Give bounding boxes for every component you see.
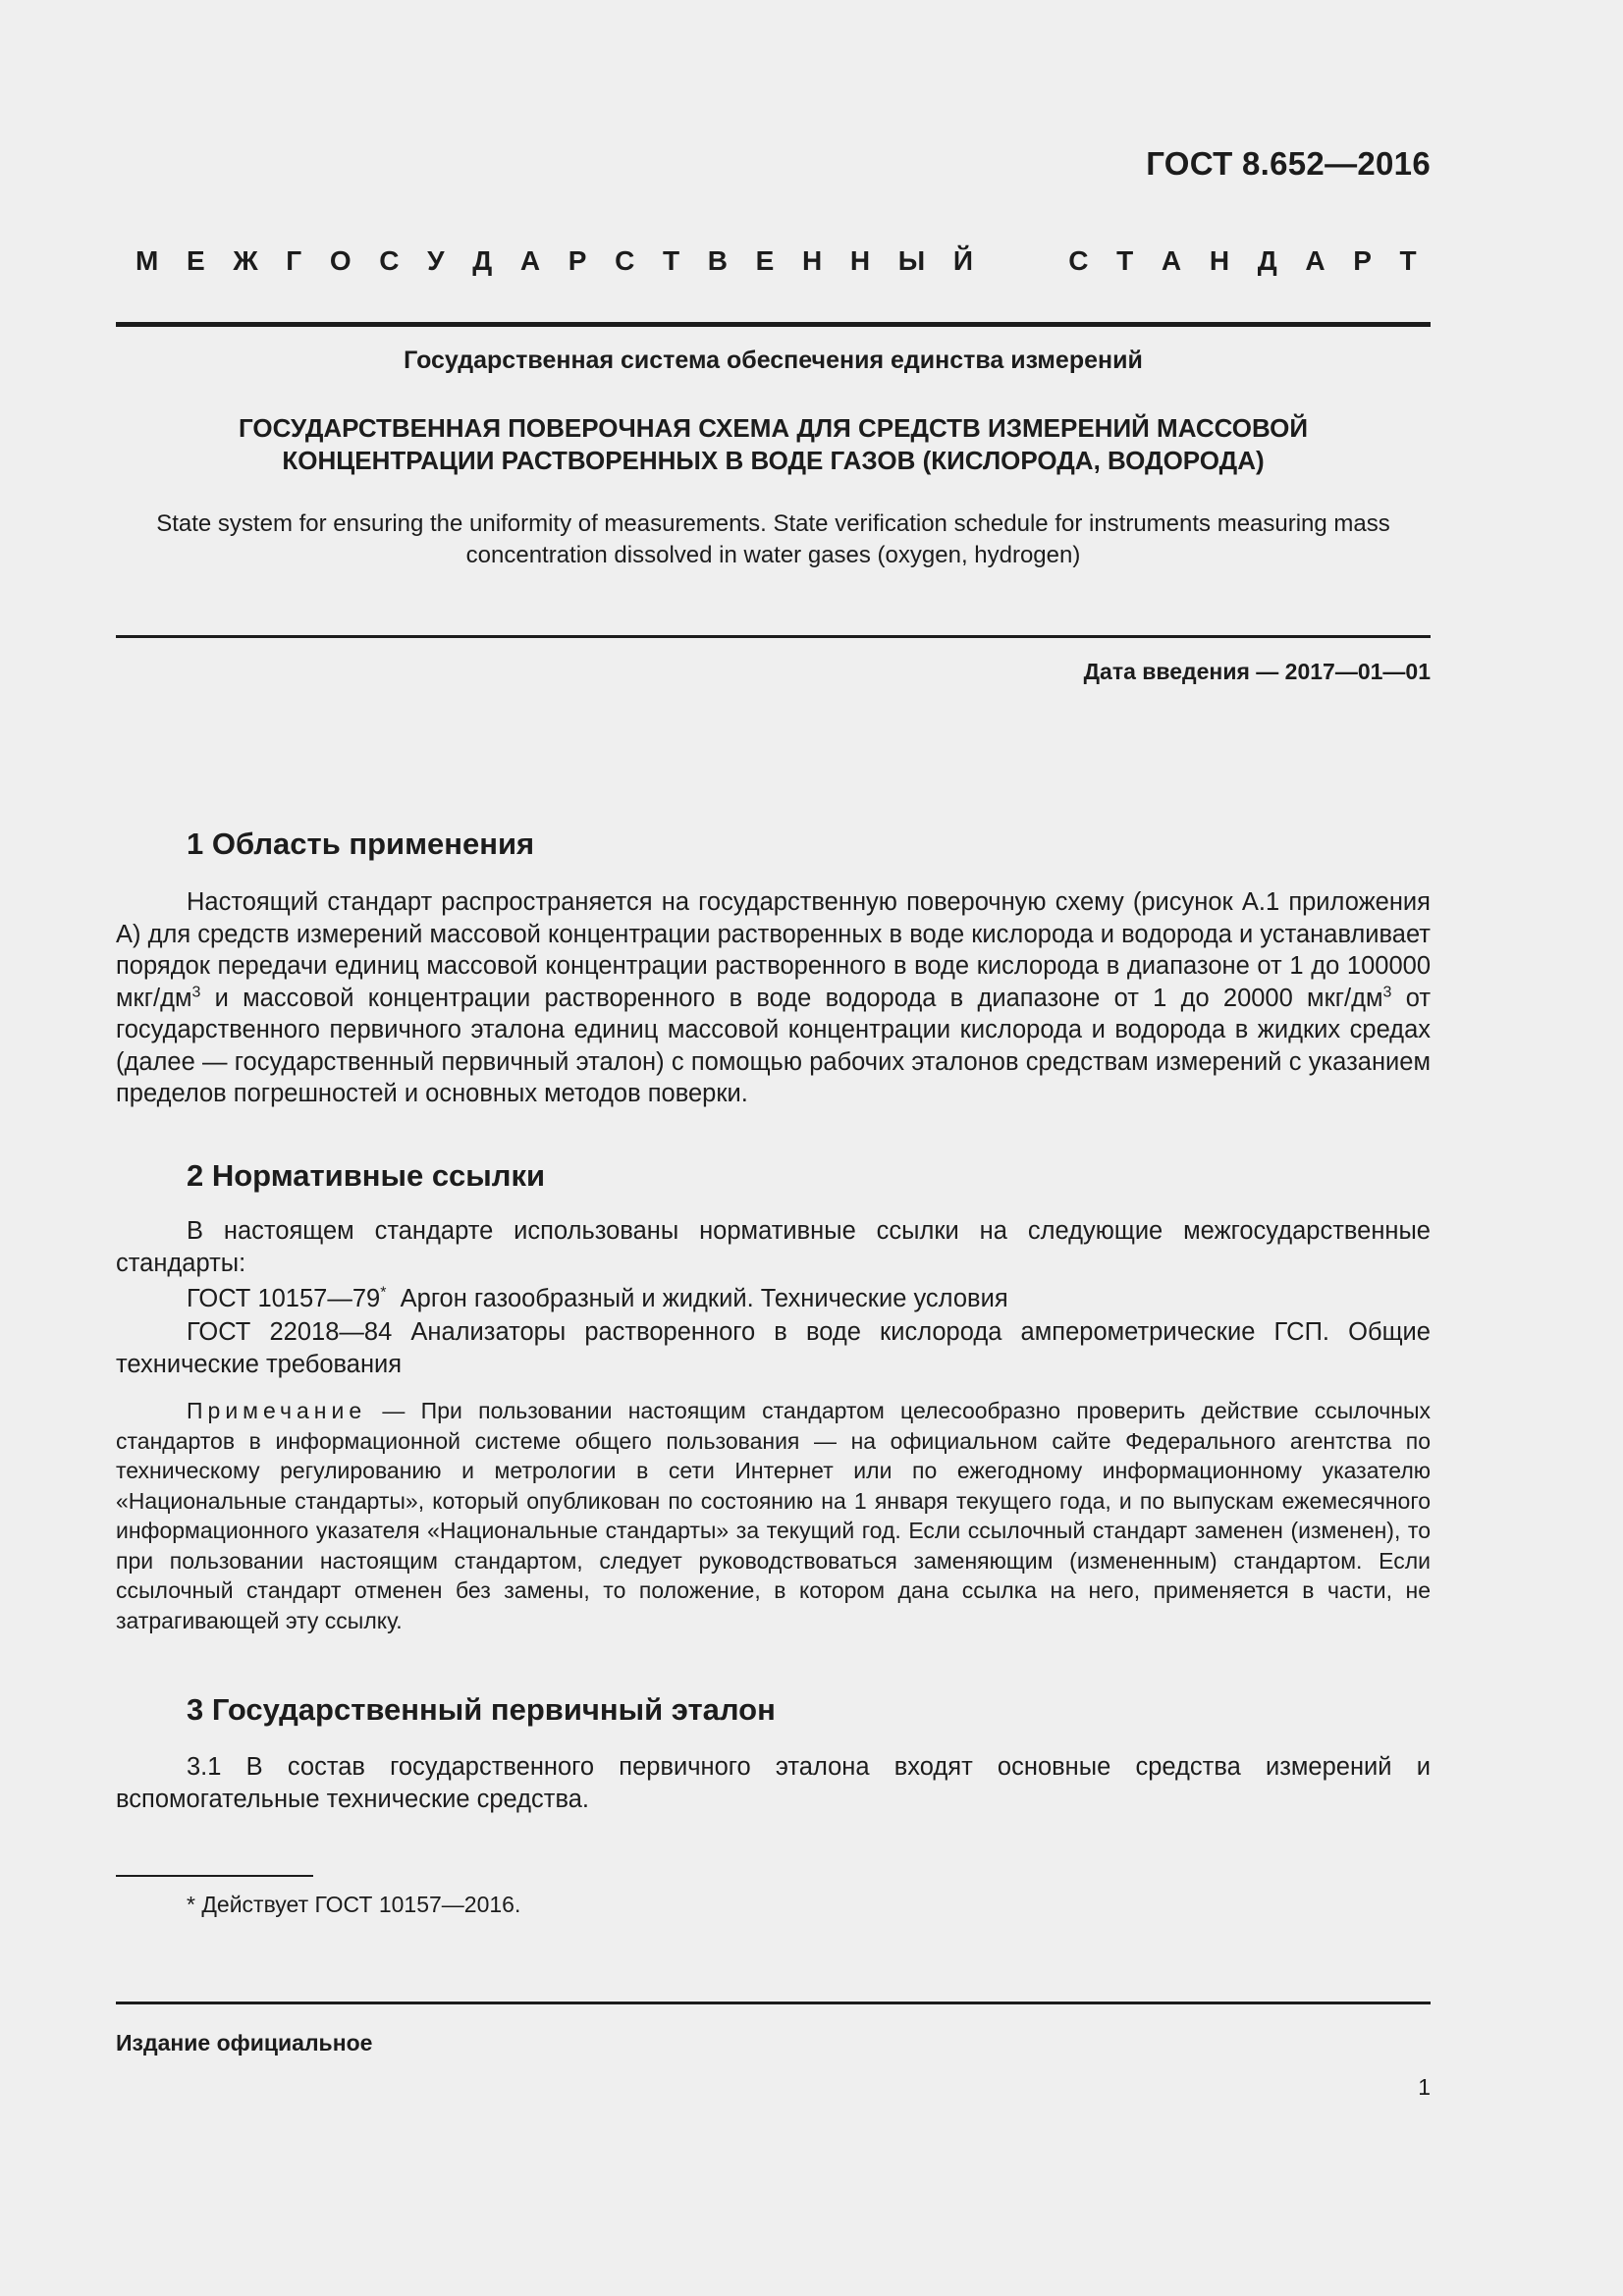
interstate_left-letter: Ж <box>233 245 258 276</box>
interstate_right-letter: Д <box>1257 245 1277 276</box>
main-title <box>116 412 1431 477</box>
date-introduced: Дата введения — 2017—01—01 <box>1083 659 1431 684</box>
note-label: Примечание <box>187 1398 367 1423</box>
section-1-heading: 1 Область применения <box>187 827 535 861</box>
interstate_right-letter: Т <box>1399 245 1417 276</box>
reference-1-title: Аргон газообразный и жидкий. Технические условия <box>386 1285 1008 1312</box>
main-title-line-1: ГОСУДАРСТВЕННАЯ ПОВЕРОЧНАЯ СХЕМА ДЛЯ СРЕДСТВ ИЗМЕРЕНИЙ МАССОВОЙ <box>238 413 1309 443</box>
section-1-paragraph <box>116 886 1431 1110</box>
section-2-intro <box>116 1215 1431 1279</box>
footnote: * Действует ГОСТ 10157—2016. <box>187 1892 521 1917</box>
section-1-text-c: от государственного первичного эталона единиц массовой концентрации кислорода и водорода в жидких средах (далее — государственный первичный эталон) с помощью рабочих эталонов средствам измерений с указанием пределов погрешностей и основных методов поверки. <box>116 984 1431 1107</box>
section-3-text: 3.1 В состав государственного первичного эталона входят основные средства измерений и вспомогательные технические средства. <box>116 1753 1431 1813</box>
interstate_right-letter: Р <box>1353 245 1372 276</box>
interstate_left-letter: Н <box>801 245 823 276</box>
system-title: Государственная система обеспечения единства измерений <box>404 347 1143 374</box>
interstate_left-letter: У <box>427 245 445 276</box>
section-1-text-a: Настоящий стандарт распространяется на государственную поверочную схему (рисунок А.1 приложения А) для средств измерений массовой концентрации растворенных в воде кислорода и водорода и устанавливает порядок передачи единиц массовой концентрации растворенного в воде кислорода в диапазоне от 1 до 100000 мкг/дм <box>116 888 1431 1012</box>
footnote-rule <box>116 1875 313 1877</box>
section-3-paragraph <box>116 1751 1431 1815</box>
header-rule <box>116 322 1431 327</box>
interstate_right-letter: С <box>1068 245 1089 276</box>
interstate_left-letter: С <box>379 245 400 276</box>
section-3-heading: 3 Государственный первичный эталон <box>187 1692 776 1727</box>
english-title-line-2: concentration dissolved in water gases (oxygen, hydrogen) <box>465 542 1081 568</box>
interstate_left-letter: Д <box>472 245 493 276</box>
note <box>116 1396 1431 1635</box>
interstate_right-letter: Т <box>1116 245 1134 276</box>
document-number: ГОСТ 8.652—2016 <box>1146 145 1431 182</box>
section-2-heading: 2 Нормативные ссылки <box>187 1158 546 1193</box>
superscript: 3 <box>191 984 201 1000</box>
reference-1 <box>187 1285 1008 1313</box>
superscript: 3 <box>1382 984 1392 1000</box>
english-title-line-1: State system for ensuring the uniformity of measurements. State verification schedule for instruments measuring mass <box>156 510 1390 537</box>
reference-2 <box>116 1316 1431 1380</box>
interstate_left-letter: В <box>707 245 728 276</box>
interstate_left-letter: М <box>135 245 159 276</box>
interstate_left-letter: О <box>329 245 352 276</box>
interstate_left-letter: Е <box>186 245 205 276</box>
word-gap <box>1001 245 1041 277</box>
interstate_left-letter: Г <box>286 245 302 276</box>
interstate_left-letter: Т <box>662 245 680 276</box>
title-rule <box>116 635 1431 638</box>
interstate_left-letter: Е <box>755 245 775 276</box>
interstate_left-letter: Й <box>952 245 973 276</box>
english-title <box>116 508 1431 571</box>
section-2-intro-text: В настоящем стандарте использованы нормативные ссылки на следующие межгосударственные стандарты: <box>116 1217 1431 1277</box>
footer-rule <box>116 2002 1431 2004</box>
main-title-line-2: КОНЦЕНТРАЦИИ РАСТВОРЕННЫХ В ВОДЕ ГАЗОВ (КИСЛОРОДА, ВОДОРОДА) <box>282 446 1265 475</box>
interstate_right-letter: Н <box>1209 245 1230 276</box>
interstate-standard-heading <box>135 245 1417 277</box>
interstate_left-letter: Р <box>568 245 587 276</box>
interstate_right-letter: А <box>1161 245 1182 276</box>
reference-1-code: ГОСТ 10157—79 <box>187 1285 381 1312</box>
page-number: 1 <box>1418 2074 1431 2100</box>
interstate_left-letter: А <box>519 245 541 276</box>
interstate_left-letter: Н <box>849 245 871 276</box>
note-text: — При пользовании настоящим стандартом целесообразно проверить действие ссылочных стандартов в информационной системе общего пользования — на официальном сайте Федерального агентства по техническому регулированию и метрологии в сети Интернет или по ежегодному информационному указателю «Национальные стандарты», который опубликован по состоянию на 1 января текущего года, и по выпускам ежемесячного информационного указателя «Национальные стандарты» за текущий год. Если ссылочный стандарт заменен (изменен), то при пользовании настоящим стандартом, следует руководствоваться заменяющим (измененным) стандартом. Если ссылочный стандарт отменен без замены, то положение, в котором дана ссылка на него, применяется в части, не затрагивающей эту ссылку. <box>116 1398 1431 1633</box>
footnote-mark: * <box>380 1284 387 1302</box>
reference-2-text: ГОСТ 22018—84 Анализаторы растворенного в воде кислорода амперометрические ГСП. Общие технические требования <box>116 1318 1431 1378</box>
section-1-text-b: и массовой концентрации растворенного в воде водорода в диапазоне от 1 до 20000 мкг/дм <box>200 984 1383 1012</box>
interstate_right-letter: А <box>1305 245 1325 276</box>
interstate_left-letter: Ы <box>897 245 926 276</box>
interstate_left-letter: С <box>615 245 635 276</box>
edition-label: Издание официальное <box>116 2030 373 2056</box>
